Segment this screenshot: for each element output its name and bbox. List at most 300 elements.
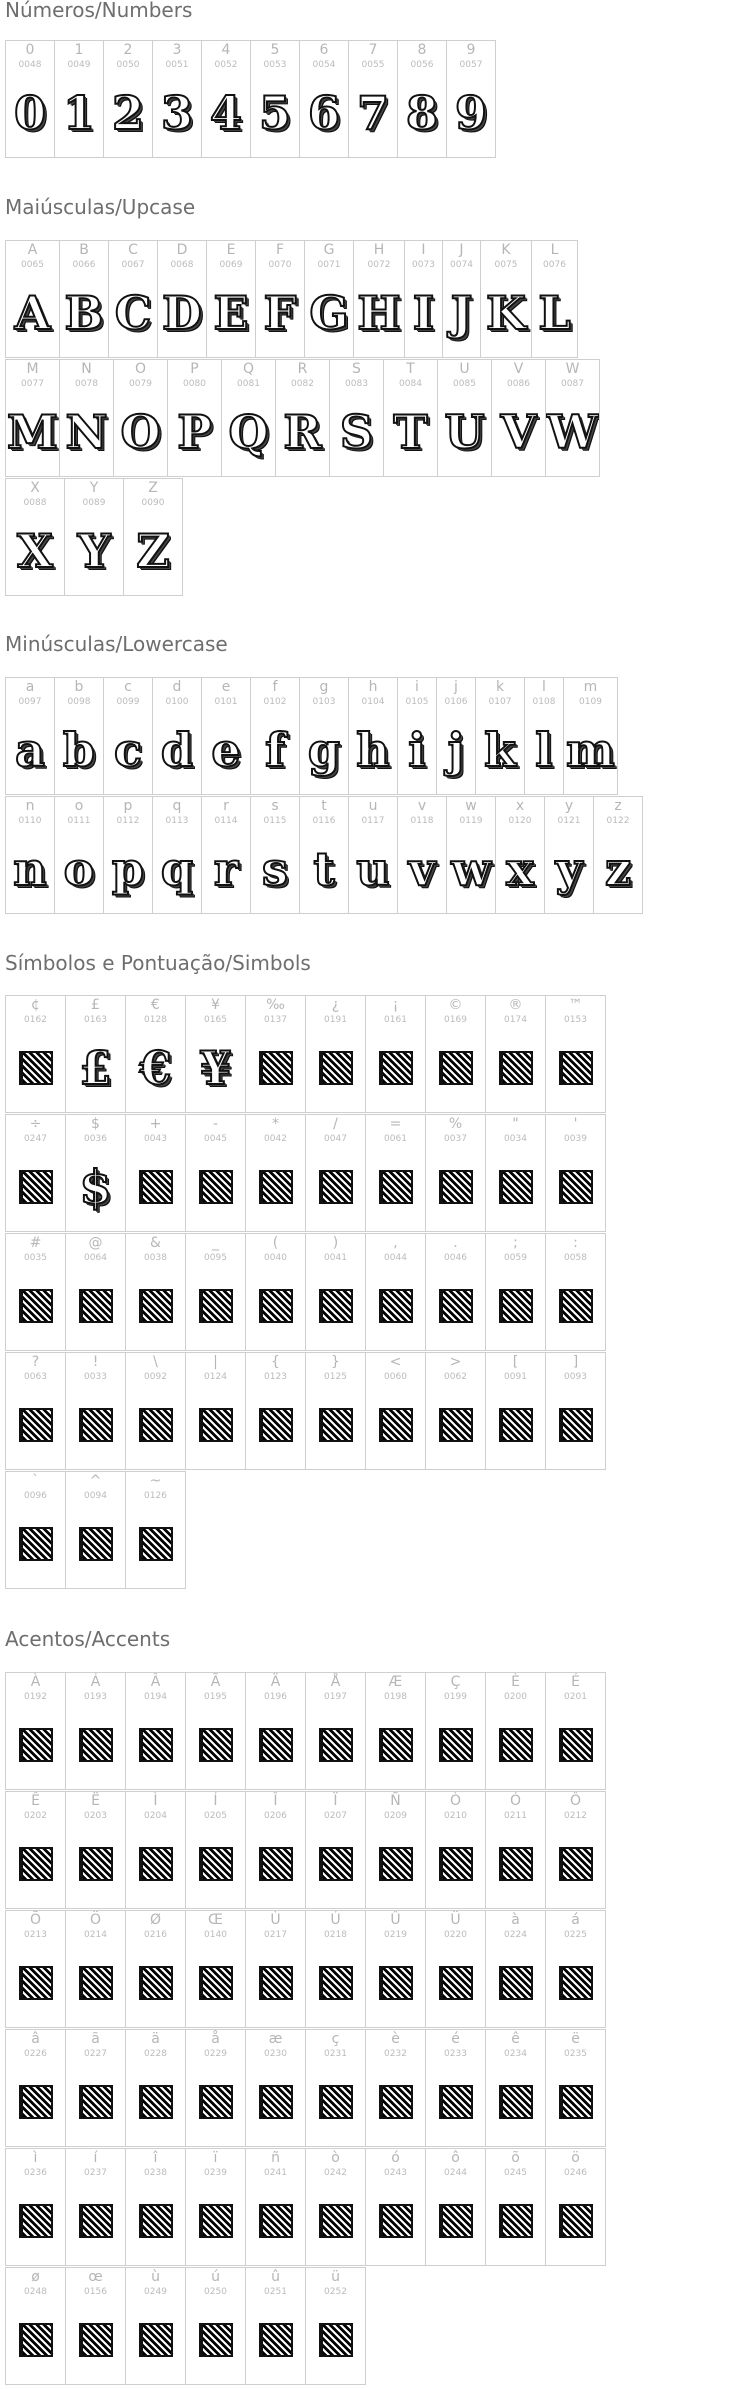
- glyph-cell: [425, 1672, 486, 1790]
- glyph-code: 0209: [384, 1811, 407, 1821]
- glyph-code: 0118: [410, 816, 434, 826]
- glyph-code: 0051: [165, 60, 189, 70]
- missing-glyph-icon: [259, 1966, 293, 2000]
- glyph-cell: [54, 40, 104, 158]
- glyph-code: 0074: [450, 260, 473, 270]
- glyph-row: [5, 995, 605, 1113]
- missing-glyph-icon: [499, 1408, 533, 1442]
- glyph-code: 0072: [367, 260, 391, 270]
- glyph-label: D: [176, 242, 188, 258]
- glyph-code: 0059: [504, 1253, 527, 1263]
- glyph-code: 0091: [504, 1372, 527, 1382]
- glyph-label: w: [465, 798, 477, 814]
- glyph-label: ,: [393, 1235, 398, 1251]
- glyph-label: +: [149, 1116, 162, 1132]
- glyph-code: 0107: [488, 697, 512, 707]
- glyph-label: E: [226, 242, 236, 258]
- glyph-label: O: [134, 361, 147, 377]
- glyph-code: 0214: [84, 1930, 107, 1940]
- glyph-cell: [125, 2267, 186, 2385]
- glyph-cell: [397, 40, 447, 158]
- glyph-cell: [353, 240, 405, 358]
- glyph-cell: [545, 995, 606, 1113]
- glyph-code: 0100: [165, 697, 189, 707]
- glyph-code: 0089: [82, 498, 106, 508]
- glyph-cell: [485, 1114, 546, 1232]
- glyph-code: 0071: [317, 260, 341, 270]
- glyph-code: 0226: [24, 2049, 47, 2059]
- missing-glyph-icon: [499, 1728, 533, 1762]
- missing-glyph-icon: [259, 1728, 293, 1762]
- glyph-cell: [365, 1352, 426, 1470]
- glyph-code: 0066: [72, 260, 96, 270]
- glyph-preview: x: [506, 842, 534, 896]
- missing-glyph-icon: [499, 2204, 533, 2238]
- glyph-label: Ô: [569, 1793, 582, 1809]
- glyph-cell: [185, 1233, 246, 1351]
- glyph-code: 0086: [507, 379, 530, 389]
- glyph-row: [5, 1352, 605, 1470]
- glyph-label: R: [297, 361, 308, 377]
- glyph-cell: [485, 1910, 546, 2028]
- glyph-label: %: [448, 1116, 463, 1132]
- glyph-label: Æ: [388, 1674, 403, 1690]
- glyph-code: 0121: [557, 816, 581, 826]
- glyph-code: 0116: [312, 816, 336, 826]
- glyph-code: 0231: [324, 2049, 347, 2059]
- section-title: Números/Numbers: [5, 0, 193, 22]
- glyph-cell: [425, 1114, 486, 1232]
- glyph-label: z: [614, 798, 622, 814]
- glyph-label: <: [389, 1354, 402, 1370]
- missing-glyph-icon: [199, 2085, 233, 2119]
- glyph-row: [5, 796, 642, 914]
- glyph-preview: 6: [307, 86, 341, 140]
- glyph-code: 0045: [204, 1134, 227, 1144]
- glyph-preview: w: [451, 842, 491, 896]
- glyph-code: 0115: [263, 816, 287, 826]
- glyph-preview: 8: [405, 86, 439, 140]
- glyph-label: ~: [149, 1473, 162, 1489]
- glyph-label: @: [88, 1235, 103, 1251]
- glyph-code: 0036: [84, 1134, 107, 1144]
- glyph-label: t: [321, 798, 327, 814]
- glyph-label: œ: [88, 2269, 103, 2285]
- missing-glyph-icon: [379, 1728, 413, 1762]
- glyph-cell: [245, 2029, 306, 2147]
- glyph-code: 0106: [444, 697, 468, 707]
- glyph-preview: k: [484, 723, 516, 777]
- glyph-label: î: [153, 2150, 158, 2166]
- glyph-preview: f: [265, 723, 285, 777]
- missing-glyph-icon: [439, 2204, 473, 2238]
- glyph-cell: [5, 995, 66, 1113]
- glyph-code: 0194: [144, 1692, 167, 1702]
- glyph-code: 0246: [564, 2168, 587, 2178]
- glyph-label: o: [74, 798, 84, 814]
- missing-glyph-icon: [19, 1408, 53, 1442]
- glyph-code: 0111: [67, 816, 91, 826]
- glyph-code: 0191: [324, 1015, 347, 1025]
- missing-glyph-icon: [319, 2323, 353, 2357]
- glyph-cell: [167, 359, 222, 477]
- glyph-label: Ö: [89, 1912, 102, 1928]
- glyph-cell: [305, 1672, 366, 1790]
- missing-glyph-icon: [319, 1051, 353, 1085]
- glyph-label: i: [415, 679, 419, 695]
- glyph-cell: [125, 1471, 186, 1589]
- glyph-cell: [5, 1352, 66, 1470]
- missing-glyph-icon: [199, 1408, 233, 1442]
- glyph-code: 0082: [291, 379, 314, 389]
- glyph-code: 0035: [24, 1253, 47, 1263]
- missing-glyph-icon: [499, 1051, 533, 1085]
- glyph-code: 0070: [268, 260, 292, 270]
- glyph-code: 0210: [444, 1811, 467, 1821]
- glyph-label: é: [451, 2031, 460, 2047]
- glyph-cell: [305, 1114, 366, 1232]
- glyph-cell: [250, 40, 300, 158]
- missing-glyph-icon: [559, 2204, 593, 2238]
- missing-glyph-icon: [259, 1289, 293, 1323]
- glyph-row: [5, 2267, 365, 2385]
- glyph-code: 0078: [75, 379, 98, 389]
- missing-glyph-icon: [379, 1170, 413, 1204]
- glyph-code: 0093: [564, 1372, 587, 1382]
- glyph-cell: [365, 2029, 426, 2147]
- glyph-label: (: [272, 1235, 279, 1251]
- glyph-cell: [348, 677, 398, 795]
- missing-glyph-icon: [79, 1408, 113, 1442]
- glyph-row: [5, 1471, 185, 1589]
- glyph-cell: [305, 1910, 366, 2028]
- missing-glyph-icon: [259, 1170, 293, 1204]
- missing-glyph-icon: [19, 2204, 53, 2238]
- glyph-label: {: [271, 1354, 280, 1370]
- glyph-cell: [255, 240, 305, 358]
- glyph-label: _: [212, 1235, 219, 1251]
- glyph-preview: q: [160, 842, 194, 896]
- glyph-code: 0243: [384, 2168, 407, 2178]
- glyph-label: ¡: [392, 997, 399, 1013]
- glyph-label: è: [391, 2031, 400, 2047]
- missing-glyph-icon: [19, 2323, 53, 2357]
- glyph-cell: [5, 2029, 66, 2147]
- missing-glyph-icon: [199, 1728, 233, 1762]
- missing-glyph-icon: [19, 1527, 53, 1561]
- glyph-cell: [425, 2029, 486, 2147]
- glyph-cell: [593, 796, 643, 914]
- glyph-cell: [545, 1114, 606, 1232]
- glyph-cell: [397, 677, 437, 795]
- glyph-cell: [299, 677, 349, 795]
- glyph-cell: [305, 2029, 366, 2147]
- missing-glyph-icon: [19, 2085, 53, 2119]
- glyph-code: 0153: [564, 1015, 587, 1025]
- missing-glyph-icon: [499, 1289, 533, 1323]
- glyph-label: Õ: [29, 1912, 42, 1928]
- missing-glyph-icon: [439, 1170, 473, 1204]
- glyph-label: Ø: [149, 1912, 162, 1928]
- missing-glyph-icon: [559, 1966, 593, 2000]
- glyph-code: 0054: [312, 60, 336, 70]
- glyph-preview: £: [79, 1041, 112, 1095]
- glyph-preview: E: [213, 286, 249, 340]
- glyph-label: ?: [31, 1354, 40, 1370]
- glyph-code: 0234: [504, 2049, 527, 2059]
- missing-glyph-icon: [199, 2204, 233, 2238]
- glyph-label: 0: [25, 42, 35, 58]
- glyph-label: Û: [390, 1912, 401, 1928]
- glyph-code: 0094: [84, 1491, 107, 1501]
- glyph-code: 0105: [405, 697, 429, 707]
- glyph-label: U: [459, 361, 470, 377]
- glyph-preview: s: [262, 842, 288, 896]
- glyph-cell: [65, 1114, 126, 1232]
- glyph-cell: [425, 995, 486, 1113]
- glyph-code: 0049: [67, 60, 91, 70]
- glyph-code: 0077: [21, 379, 44, 389]
- glyph-code: 0218: [324, 1930, 347, 1940]
- missing-glyph-icon: [439, 1966, 473, 2000]
- glyph-label: ¿: [331, 997, 340, 1013]
- glyph-cell: [397, 796, 447, 914]
- glyph-label: ‰: [266, 997, 285, 1013]
- glyph-cell: [5, 40, 55, 158]
- glyph-cell: [365, 2148, 426, 2266]
- glyph-label: ©: [448, 997, 463, 1013]
- glyph-preview: 7: [356, 86, 390, 140]
- glyph-code: 0211: [504, 1811, 527, 1821]
- glyph-preview: b: [62, 723, 96, 777]
- glyph-cell: [304, 240, 354, 358]
- glyph-code: 0236: [24, 2168, 47, 2178]
- glyph-cell: [425, 1791, 486, 1909]
- glyph-label: g: [319, 679, 329, 695]
- glyph-cell: [201, 40, 251, 158]
- glyph-label: Ñ: [390, 1793, 401, 1809]
- glyph-code: 0217: [264, 1930, 287, 1940]
- glyph-cell: [65, 2267, 126, 2385]
- glyph-code: 0224: [504, 1930, 527, 1940]
- missing-glyph-icon: [79, 1289, 113, 1323]
- glyph-label: æ: [268, 2031, 283, 2047]
- glyph-preview: p: [111, 842, 145, 896]
- glyph-preview: ¥: [199, 1041, 232, 1095]
- glyph-label: m: [583, 679, 598, 695]
- glyph-label: T: [406, 361, 415, 377]
- glyph-label: |: [213, 1354, 218, 1370]
- missing-glyph-icon: [139, 2323, 173, 2357]
- glyph-cell: [485, 1352, 546, 1470]
- glyph-label: 6: [319, 42, 329, 58]
- glyph-code: 0232: [384, 2049, 407, 2059]
- glyph-cell: [5, 1791, 66, 1909]
- glyph-label: â: [31, 2031, 40, 2047]
- glyph-cell: [545, 1672, 606, 1790]
- glyph-code: 0108: [532, 697, 556, 707]
- glyph-preview: €: [139, 1041, 172, 1095]
- glyph-code: 0212: [564, 1811, 587, 1821]
- missing-glyph-icon: [379, 2085, 413, 2119]
- glyph-cell: [65, 2148, 126, 2266]
- glyph-preview: m: [566, 723, 615, 777]
- glyph-preview: A: [14, 286, 51, 340]
- glyph-cell: [365, 1791, 426, 1909]
- glyph-label: :: [573, 1235, 578, 1251]
- missing-glyph-icon: [19, 1966, 53, 2000]
- glyph-preview: V: [500, 405, 537, 459]
- glyph-code: 0228: [144, 2049, 167, 2059]
- glyph-cell: [152, 677, 202, 795]
- glyph-code: 0084: [399, 379, 422, 389]
- glyph-cell: [545, 1352, 606, 1470]
- glyph-code: 0123: [264, 1372, 287, 1382]
- glyph-cell: [206, 240, 256, 358]
- glyph-cell: [185, 1352, 246, 1470]
- glyph-code: 0085: [453, 379, 476, 389]
- glyph-cell: [5, 1672, 66, 1790]
- glyph-label: ä: [151, 2031, 160, 2047]
- glyph-code: 0083: [345, 379, 368, 389]
- glyph-cell: [545, 1791, 606, 1909]
- missing-glyph-icon: [139, 1527, 173, 1561]
- glyph-cell: [65, 995, 126, 1113]
- glyph-cell: [103, 796, 153, 914]
- glyph-cell: [485, 1791, 546, 1909]
- glyph-cell: [125, 1114, 186, 1232]
- glyph-cell: [245, 1910, 306, 2028]
- glyph-preview: H: [357, 286, 401, 340]
- glyph-label: ç: [331, 2031, 340, 2047]
- glyph-code: 0043: [144, 1134, 167, 1144]
- glyph-row: [5, 478, 182, 596]
- glyph-cell: [365, 1114, 426, 1232]
- glyph-cell: [348, 796, 398, 914]
- glyph-label: H: [373, 242, 385, 258]
- missing-glyph-icon: [139, 2204, 173, 2238]
- missing-glyph-icon: [439, 1051, 473, 1085]
- glyph-code: 0249: [144, 2287, 167, 2297]
- glyph-cell: [54, 796, 104, 914]
- glyph-label: ': [573, 1116, 578, 1132]
- missing-glyph-icon: [199, 1847, 233, 1881]
- glyph-row: [5, 1114, 605, 1232]
- glyph-cell: [485, 1672, 546, 1790]
- glyph-label: É: [571, 1674, 580, 1690]
- glyph-label: ë: [571, 2031, 580, 2047]
- glyph-code: 0235: [564, 2049, 587, 2059]
- glyph-label: I: [421, 242, 426, 258]
- glyph-label: Ã: [210, 1674, 221, 1690]
- glyph-cell: [305, 1233, 366, 1351]
- glyph-cell: [185, 1672, 246, 1790]
- glyph-cell: [329, 359, 384, 477]
- glyph-label: ®: [508, 997, 523, 1013]
- glyph-cell: [5, 359, 60, 477]
- glyph-label: ú: [211, 2269, 220, 2285]
- glyph-label: À: [30, 1674, 41, 1690]
- glyph-code: 0198: [384, 1692, 407, 1702]
- glyph-code: 0064: [84, 1253, 107, 1263]
- glyph-cell: [425, 2148, 486, 2266]
- glyph-cell: [152, 40, 202, 158]
- glyph-code: 0163: [84, 1015, 107, 1025]
- glyph-code: 0128: [144, 1015, 167, 1025]
- glyph-preview: v: [408, 842, 436, 896]
- glyph-cell: [65, 1233, 126, 1351]
- missing-glyph-icon: [319, 2204, 353, 2238]
- missing-glyph-icon: [439, 1408, 473, 1442]
- glyph-cell: [59, 240, 109, 358]
- glyph-preview: $: [79, 1160, 112, 1214]
- glyph-cell: [245, 995, 306, 1113]
- glyph-code: 0062: [444, 1372, 467, 1382]
- glyph-code: 0092: [144, 1372, 167, 1382]
- glyph-preview: t: [313, 842, 335, 896]
- glyph-cell: [245, 1672, 306, 1790]
- missing-glyph-icon: [559, 2085, 593, 2119]
- glyph-code: 0061: [384, 1134, 407, 1144]
- glyph-code: 0229: [204, 2049, 227, 2059]
- glyph-preview: e: [211, 723, 241, 777]
- missing-glyph-icon: [79, 1728, 113, 1762]
- glyph-label: å: [211, 2031, 220, 2047]
- glyph-preview: h: [356, 723, 390, 777]
- glyph-label: Ì: [153, 1793, 158, 1809]
- glyph-row: [5, 677, 617, 795]
- glyph-label: M: [26, 361, 39, 377]
- glyph-label: Ë: [91, 1793, 100, 1809]
- missing-glyph-icon: [559, 1289, 593, 1323]
- glyph-code: 0055: [361, 60, 385, 70]
- glyph-label: k: [495, 679, 505, 695]
- glyph-cell: [54, 677, 104, 795]
- glyph-preview: 9: [454, 86, 488, 140]
- missing-glyph-icon: [19, 1289, 53, 1323]
- glyph-cell: [125, 2148, 186, 2266]
- glyph-cell: [545, 1910, 606, 2028]
- missing-glyph-icon: [439, 1728, 473, 1762]
- glyph-code: 0192: [24, 1692, 47, 1702]
- glyph-cell: [123, 478, 183, 596]
- glyph-code: 0227: [84, 2049, 107, 2059]
- glyph-preview: T: [393, 405, 428, 459]
- glyph-label: ;: [513, 1235, 518, 1251]
- glyph-code: 0206: [264, 1811, 287, 1821]
- glyph-cell: [545, 2148, 606, 2266]
- glyph-cell: [185, 995, 246, 1113]
- glyph-cell: [485, 1233, 546, 1351]
- glyph-label: b: [74, 679, 84, 695]
- glyph-code: 0081: [237, 379, 260, 389]
- glyph-preview: N: [65, 405, 108, 459]
- glyph-cell: [305, 995, 366, 1113]
- glyph-code: 0219: [384, 1930, 407, 1940]
- glyph-code: 0245: [504, 2168, 527, 2178]
- glyph-cell: [446, 796, 496, 914]
- glyph-code: 0200: [504, 1692, 527, 1702]
- glyph-label: õ: [511, 2150, 520, 2166]
- missing-glyph-icon: [559, 1728, 593, 1762]
- missing-glyph-icon: [79, 1527, 113, 1561]
- glyph-preview: S: [339, 405, 374, 459]
- glyph-code: 0220: [444, 1930, 467, 1940]
- glyph-label: ã: [91, 2031, 100, 2047]
- glyph-code: 0060: [384, 1372, 407, 1382]
- glyph-code: 0042: [264, 1134, 287, 1144]
- glyph-row: [5, 1791, 605, 1909]
